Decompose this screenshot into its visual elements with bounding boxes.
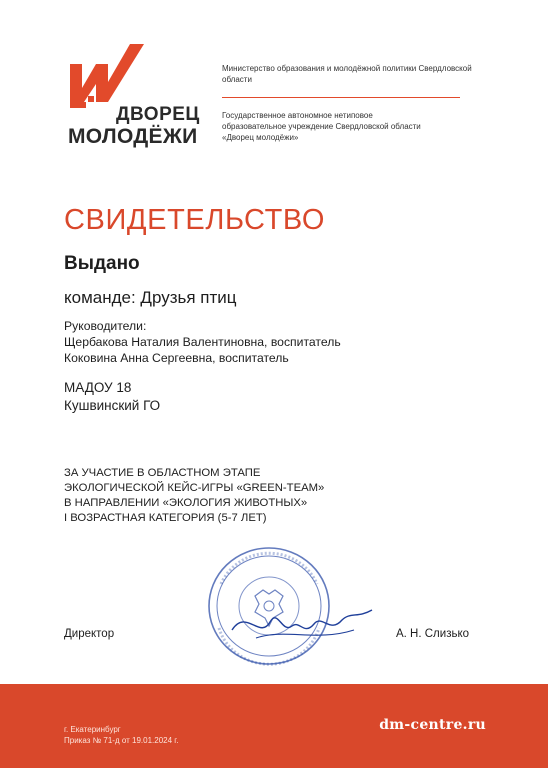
organization-line: образовательное учреждение Свердловской области <box>222 122 421 131</box>
footer-bar <box>0 684 548 768</box>
ministry-name: Министерство образования и молодёжной политики Свердловской области <box>222 64 472 84</box>
participation-line: I ВОЗРАСТНАЯ КАТЕГОРИЯ (5-7 ЛЕТ) <box>64 512 267 524</box>
district-name: Кушвинский ГО <box>64 398 161 413</box>
logo <box>68 40 208 152</box>
website-link[interactable]: dm-centre.ru <box>379 717 486 733</box>
participation-line: В НАПРАВЛЕНИИ «ЭКОЛОГИЯ ЖИВОТНЫХ» <box>64 497 308 509</box>
organization-name <box>222 110 482 143</box>
participation-line: ЭКОЛОГИЧЕСКОЙ КЕЙС-ИГРЫ «GREEN-TEAM» <box>64 482 325 494</box>
director-name: А. Н. Слизько <box>396 628 470 640</box>
recipient-team: команде: Друзья птиц <box>64 288 237 307</box>
director-label: Директор <box>64 628 115 640</box>
institution-block <box>64 379 160 415</box>
participation-text <box>64 466 324 526</box>
footer-city: г. Екатеринбург <box>64 725 121 734</box>
logo-text-line1: ДВОРЕЦ <box>116 104 200 125</box>
header-divider <box>222 97 460 98</box>
issued-label: Выдано <box>64 253 140 274</box>
leader-name: Щербакова Наталия Валентиновна, воспитатель <box>64 335 341 349</box>
leaders-label: Руководители: <box>64 319 147 333</box>
logo-mark-icon <box>68 40 208 110</box>
logo-text-line2: МОЛОДЁЖИ <box>68 125 198 148</box>
leaders-block <box>64 318 341 366</box>
certificate-title: СВИДЕТЕЛЬСТВО <box>64 204 326 236</box>
organization-line: «Дворец молодёжи» <box>222 133 299 142</box>
participation-line: ЗА УЧАСТИЕ В ОБЛАСТНОМ ЭТАПЕ <box>64 467 261 479</box>
institution-name: МАДОУ 18 <box>64 380 132 395</box>
footer-order: Приказ № 71-д от 19.01.2024 г. <box>64 736 179 745</box>
director-signature-icon <box>226 600 376 648</box>
organization-line: Государственное автономное нетиповое <box>222 111 373 120</box>
leader-name: Коковина Анна Сергеевна, воспитатель <box>64 351 289 365</box>
